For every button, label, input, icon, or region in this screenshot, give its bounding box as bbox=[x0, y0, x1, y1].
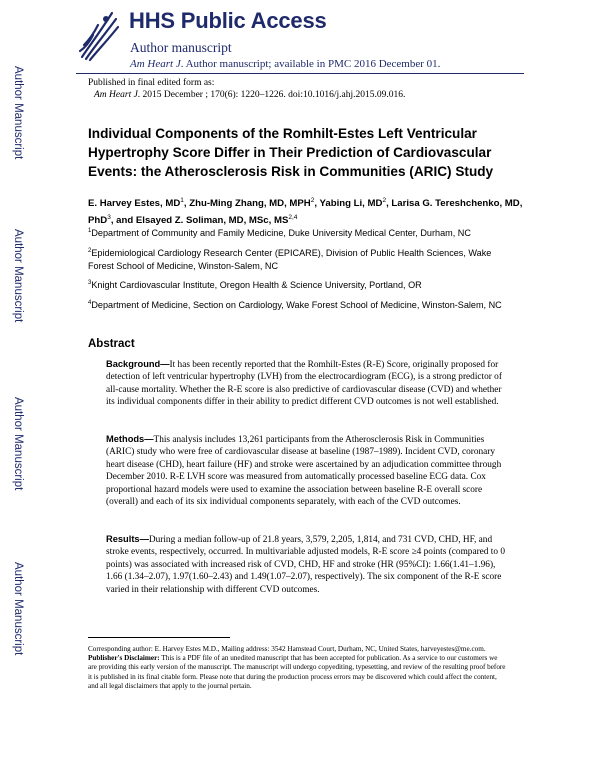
publisher-disclaimer bbox=[88, 654, 508, 691]
author-name: Zhu-Ming Zhang, MD, MPH bbox=[189, 198, 311, 210]
affiliation bbox=[88, 277, 513, 292]
author-sep: , bbox=[183, 198, 190, 210]
side-label-author-manuscript: Author Manuscript bbox=[12, 66, 24, 160]
author-sup: 2 bbox=[382, 197, 387, 204]
abstract-results bbox=[106, 533, 506, 596]
abstract-methods bbox=[106, 433, 506, 508]
footnote-divider bbox=[88, 637, 230, 638]
abstract-heading: Abstract bbox=[88, 338, 135, 350]
background-lead: Background— bbox=[106, 359, 170, 369]
affiliation-text: Department of Medicine, Section on Cardiology, Wake Forest School of Medicine, Winston-Salem, NC bbox=[91, 300, 502, 311]
corresponding-author: Corresponding author: E. Harvey Estes M.D., Mailing address: 3542 Hamstead Court, Durham, NC, United States, harveyestes@me.com. bbox=[88, 645, 486, 653]
header-subtitle: Author manuscript bbox=[130, 40, 232, 55]
methods-text: This analysis includes 13,261 participants from the Atherosclerosis Risk in Communities (ARIC) study who were free of cardiovascular disease at baseline (1987–1989). Incident CVD, coronary heart disease (CHD), heart failure (HF) and stroke were ascertained by an adjudication committee through December 2010. R-E LVH score was measured from automatically processed baseline ECG data. Cox proportional hazard models were used to examine the association between baseline R-E overall score (overall) and each of its six individual components separately, with each of the CVD outcomes. bbox=[106, 435, 502, 508]
author-sup: 3 bbox=[107, 214, 111, 222]
author-list bbox=[88, 194, 528, 228]
methods-lead: Methods— bbox=[106, 434, 154, 444]
side-label-author-manuscript: Author Manuscript bbox=[12, 397, 24, 491]
affiliation-sup: 4 bbox=[88, 300, 92, 306]
header-divider bbox=[76, 73, 524, 74]
affiliation-text: Epidemiological Cardiology Research Center (EPICARE), Division of Public Health Sciences, Wake Forest School of Medicine, Winston-Salem, NC bbox=[88, 248, 492, 271]
article-title: Individual Components of the Romhilt-Estes Left Ventricular Hypertrophy Score Differ in Their Prediction of Cardiovascular Events: the Atherosclerosis Risk in Communities (ARIC) Study bbox=[88, 126, 494, 179]
affiliation bbox=[88, 297, 513, 312]
header-title: HHS Public Access bbox=[129, 8, 327, 33]
published-line: Published in final edited form as: bbox=[88, 78, 215, 88]
abstract-background bbox=[106, 358, 506, 409]
affiliation-sup: 3 bbox=[88, 280, 92, 286]
author-name: Larisa G. Tereshchenko, MD, PhD bbox=[88, 198, 523, 227]
citation-details: . 2015 December ; 170(6): 1220–1226. doi:10.1016/j.ahj.2015.09.016. bbox=[137, 90, 406, 100]
author-name: Yabing Li, MD bbox=[319, 198, 383, 210]
affiliation-sup: 2 bbox=[88, 248, 92, 254]
author-sup: 2,4 bbox=[288, 214, 298, 222]
citation bbox=[88, 89, 528, 101]
results-lead: Results— bbox=[106, 534, 149, 544]
affiliation-text: Department of Community and Family Medicine, Duke University Medical Center, Durham, NC bbox=[91, 228, 471, 239]
affiliation-sup: 1 bbox=[88, 228, 92, 234]
footnotes bbox=[88, 645, 508, 691]
background-text: It has been recently reported that the Romhilt-Estes (R-E) Score, originally proposed for detection of left ventricular hypertrophy (LVH) from the electrocardiogram (ECG), is a strong predictor of all-cause mortality. Whether the R-E score is also predictive of cardiovascular disease (CVD) and whether its individual components differ in their ability to predict different CVD outcomes is not well established. bbox=[106, 360, 502, 408]
journal-abbrev: Am Heart J bbox=[130, 58, 181, 70]
author-sup: 1 bbox=[180, 197, 184, 204]
hhs-logo-icon bbox=[76, 5, 120, 65]
author-sep: , bbox=[314, 198, 320, 210]
journal-availability: . Author manuscript; available in PMC 2016 December 01. bbox=[180, 58, 441, 70]
header-journal-line bbox=[130, 58, 440, 70]
author-sep: , bbox=[386, 198, 392, 210]
side-label-author-manuscript: Author Manuscript bbox=[12, 562, 24, 656]
author-name: Elsayed Z. Soliman, MD, MSc, MS bbox=[135, 215, 289, 227]
affiliation-text: Knight Cardiovascular Institute, Oregon Health & Science University, Portland, OR bbox=[91, 280, 422, 291]
author-sup: 2 bbox=[310, 197, 315, 204]
side-label-author-manuscript: Author Manuscript bbox=[12, 229, 24, 323]
affiliation bbox=[88, 225, 513, 240]
affiliation bbox=[88, 245, 513, 272]
results-text: During a median follow-up of 21.8 years, 3,579, 2,205, 1,814, and 731 CVD, CHD, HF, and stroke events, respectively, occurred. In multivariable adjusted models, R-E score ≥4 points (compared to 0 points) was associated with increased risk of CVD, CHD, HF and stroke (HR (95%CI): 1.66(1.41–1.96), 1.66 (1.34–2.07), 1.97(1.60–2.43) and 1.49(1.07–2.07), respectively). The six component of the R-E score varied in their relationship with different CVD outcomes. bbox=[106, 535, 505, 595]
publication-info bbox=[88, 77, 528, 101]
author-name: E. Harvey Estes, MD bbox=[88, 198, 181, 210]
author-sep: , and bbox=[110, 215, 136, 227]
disclaimer-lead: Publisher's Disclaimer: bbox=[88, 654, 160, 663]
citation-journal: Am Heart J bbox=[94, 90, 138, 100]
disclaimer-text: This is a PDF file of an unedited manuscript that has been accepted for publication. As a service to our customers we are providing this early version of the manuscript. The manuscript will undergo copyediting, typesetting, and review of the resulting proof before it is published in its final citable form. Please note that during the production process errors may be discovered which could affect the content, and all legal disclaimers that apply to the journal pertain. bbox=[88, 654, 506, 690]
